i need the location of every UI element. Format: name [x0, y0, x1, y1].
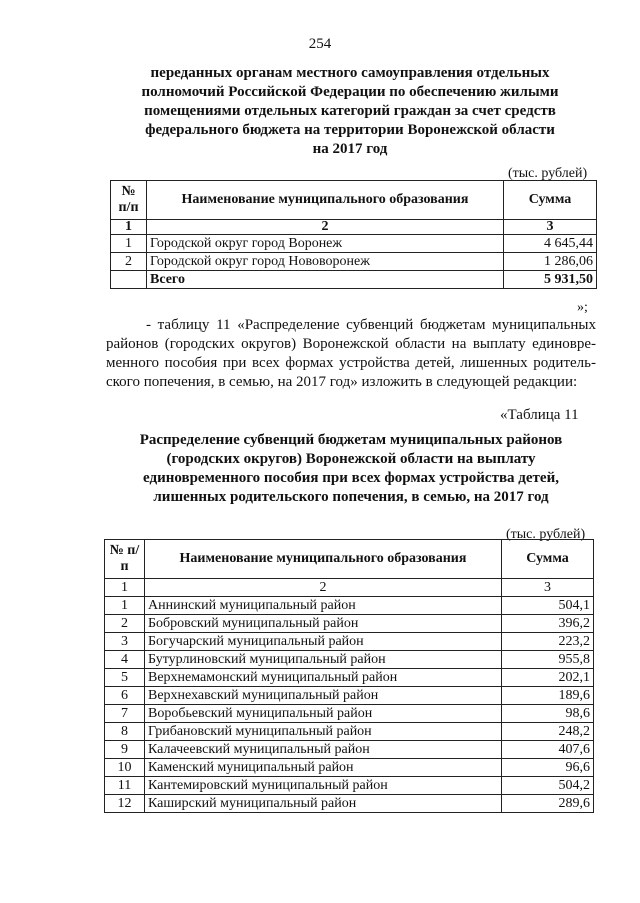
- row-sum: 248,2: [502, 723, 594, 741]
- title-line: на 2017 год: [312, 141, 388, 157]
- title-line: переданных органам местного самоуправления отдельных: [150, 65, 550, 81]
- row-sum: 223,2: [502, 633, 594, 651]
- table-row: [105, 795, 594, 813]
- paragraph-line: - таблицу 11 «Распределение субвенций бюджетам муниципальных: [146, 317, 596, 333]
- paragraph-line: районов (городских округов) Воронежской области на выплату единовре-: [106, 336, 596, 352]
- row-sum: 1 286,06: [504, 253, 597, 271]
- table-row: [105, 615, 594, 633]
- row-number: 5: [105, 669, 145, 687]
- row-sum: 96,6: [502, 759, 594, 777]
- total-sum: 5 931,50: [504, 271, 597, 289]
- row-name: Калачеевский муниципальный район: [145, 741, 502, 759]
- row-number: 4: [105, 651, 145, 669]
- row-name: Аннинский муниципальный район: [145, 597, 502, 615]
- row-name: Каширский муниципальный район: [145, 795, 502, 813]
- row-sum: 407,6: [502, 741, 594, 759]
- title-line: Распределение субвенций бюджетам муниципальных районов: [139, 432, 563, 448]
- row-number: 8: [105, 723, 145, 741]
- row-sum: 202,1: [502, 669, 594, 687]
- title-line: федерального бюджета на территории Воронежской области: [145, 122, 555, 138]
- row-sum: 504,2: [502, 777, 594, 795]
- row-number: 3: [105, 633, 145, 651]
- row-name: Богучарский муниципальный район: [145, 633, 502, 651]
- table-row: [105, 741, 594, 759]
- row-number: 10: [105, 759, 145, 777]
- row-name: Бутурлиновский муниципальный район: [145, 651, 502, 669]
- row-name: Верхнемамонский муниципальный район: [145, 669, 502, 687]
- row-name: Кантемировский муниципальный район: [145, 777, 502, 795]
- row-number: 2: [111, 253, 147, 271]
- title-line: лишенных родительского попечения, в семью, на 2017 год: [153, 489, 549, 505]
- title-line: помещениями отдельных категорий граждан за счет средств: [144, 103, 556, 119]
- page-number: 254: [308, 36, 332, 52]
- table-row: [105, 687, 594, 705]
- index-cell: 3: [502, 579, 594, 597]
- row-name: Бобровский муниципальный район: [145, 615, 502, 633]
- row-number: 6: [105, 687, 145, 705]
- child-placement-subsidy-table: [104, 539, 594, 813]
- row-name: Воробьевский муниципальный район: [145, 705, 502, 723]
- index-cell: 1: [105, 579, 145, 597]
- row-sum: 4 645,44: [504, 235, 597, 253]
- table-row: [105, 669, 594, 687]
- index-cell: 1: [111, 220, 147, 235]
- row-name: Грибановский муниципальный район: [145, 723, 502, 741]
- row-sum: 289,6: [502, 795, 594, 813]
- total-empty-cell: [111, 271, 147, 289]
- row-number: 7: [105, 705, 145, 723]
- total-label: Всего: [147, 271, 504, 289]
- row-number: 11: [105, 777, 145, 795]
- column-header-num: № п/п: [105, 540, 145, 579]
- closing-quote: »;: [577, 300, 588, 315]
- table-row: [105, 759, 594, 777]
- index-cell: 2: [147, 220, 504, 235]
- row-number: 2: [105, 615, 145, 633]
- title-line: (городских округов) Воронежской области на выплату: [166, 451, 536, 467]
- row-sum: 98,6: [502, 705, 594, 723]
- column-header-sum: Сумма: [502, 540, 594, 579]
- index-cell: 2: [145, 579, 502, 597]
- column-header-name: Наименование муниципального образования: [147, 181, 504, 220]
- row-sum: 504,1: [502, 597, 594, 615]
- table-reference: «Таблица 11: [500, 407, 579, 423]
- title-line: полномочий Российской Федерации по обеспечению жилыми: [141, 84, 559, 100]
- row-sum: 955,8: [502, 651, 594, 669]
- row-name: Городской округ город Нововоронеж: [147, 253, 504, 271]
- row-sum: 396,2: [502, 615, 594, 633]
- table-row: [105, 597, 594, 615]
- column-header-num: № п/п: [111, 181, 147, 220]
- table-row: [105, 777, 594, 795]
- section-title-1: [120, 64, 580, 159]
- paragraph-line: ского попечения, в семью, на 2017 год» изложить в следующей редакции:: [106, 374, 578, 390]
- units-label: (тыс. рублей): [506, 527, 586, 542]
- section-title-2: [120, 431, 582, 507]
- column-header-name: Наименование муниципального образования: [145, 540, 502, 579]
- row-number: 1: [105, 597, 145, 615]
- total-row: [111, 271, 597, 289]
- index-cell: 3: [504, 220, 597, 235]
- table-row: [105, 633, 594, 651]
- row-sum: 189,6: [502, 687, 594, 705]
- row-name: Верхнехавский муниципальный район: [145, 687, 502, 705]
- housing-subsidy-table: [110, 180, 597, 289]
- table-row: [111, 235, 597, 253]
- table-row: [105, 705, 594, 723]
- table-row: [105, 651, 594, 669]
- column-header-sum: Сумма: [504, 181, 597, 220]
- table-row: [105, 723, 594, 741]
- title-line: единовременного пособия при всех формах устройства детей,: [143, 470, 559, 486]
- row-name: Каменский муниципальный район: [145, 759, 502, 777]
- amendment-paragraph: [106, 316, 596, 392]
- row-number: 1: [111, 235, 147, 253]
- table-row: [111, 253, 597, 271]
- row-name: Городской округ город Воронеж: [147, 235, 504, 253]
- paragraph-line: менного пособия при всех формах устройства детей, лишенных родитель-: [106, 355, 596, 371]
- row-number: 12: [105, 795, 145, 813]
- row-number: 9: [105, 741, 145, 759]
- units-label: (тыс. рублей): [508, 166, 588, 181]
